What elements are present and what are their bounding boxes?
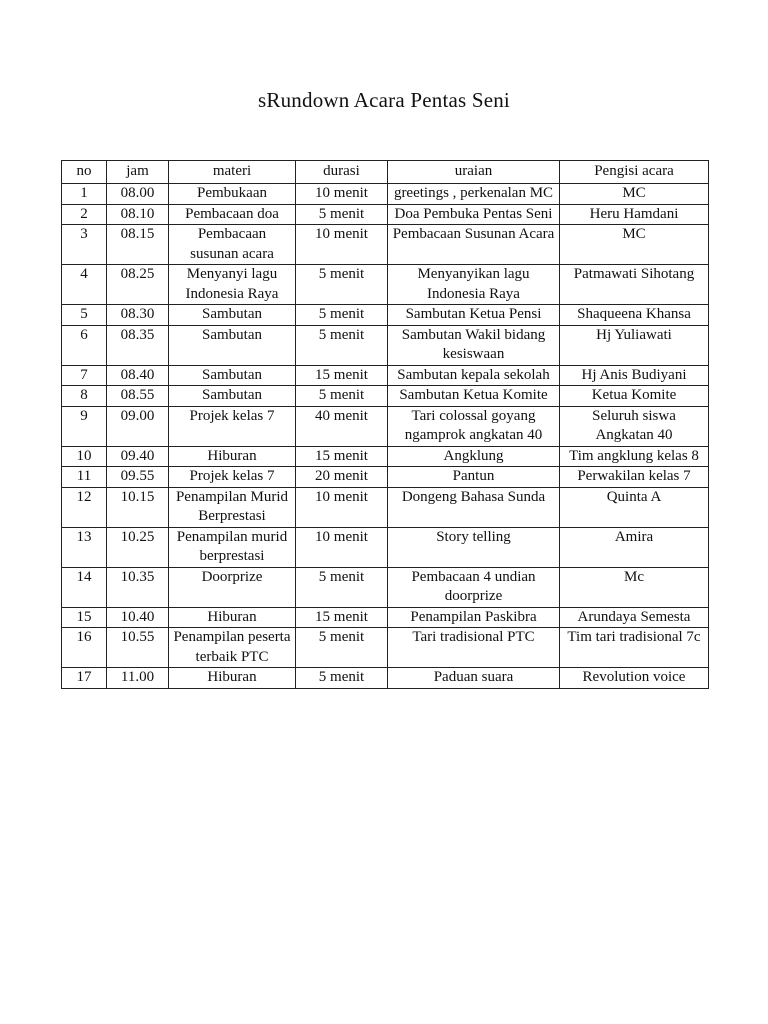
cell-uraian: Sambutan Ketua Pensi: [388, 305, 560, 326]
table-row: [62, 446, 709, 467]
cell-materi: Projek kelas 7: [169, 406, 296, 446]
cell-durasi: 5 menit: [296, 628, 388, 668]
cell-pengisi-acara: Seluruh siswa Angkatan 40: [560, 406, 709, 446]
header-pengisi-acara: Pengisi acara: [560, 161, 709, 184]
cell-no: 5: [62, 305, 107, 326]
cell-no: 1: [62, 184, 107, 205]
rundown-table: [61, 160, 709, 689]
cell-durasi: 10 menit: [296, 184, 388, 205]
cell-jam: 10.35: [107, 567, 169, 607]
cell-materi: Menyanyi lagu Indonesia Raya: [169, 265, 296, 305]
cell-materi: Penampilan murid berprestasi: [169, 527, 296, 567]
table-row: [62, 467, 709, 488]
cell-jam: 09.55: [107, 467, 169, 488]
cell-pengisi-acara: Tim angklung kelas 8: [560, 446, 709, 467]
cell-pengisi-acara: Tim tari tradisional 7c: [560, 628, 709, 668]
cell-pengisi-acara: Quinta A: [560, 487, 709, 527]
cell-durasi: 5 menit: [296, 204, 388, 225]
table-header-row: [62, 161, 709, 184]
cell-materi: Projek kelas 7: [169, 467, 296, 488]
cell-durasi: 40 menit: [296, 406, 388, 446]
cell-durasi: 15 menit: [296, 446, 388, 467]
header-materi: materi: [169, 161, 296, 184]
header-uraian: uraian: [388, 161, 560, 184]
cell-durasi: 15 menit: [296, 607, 388, 628]
cell-materi: Penampilan peserta terbaik PTC: [169, 628, 296, 668]
cell-pengisi-acara: Hj Yuliawati: [560, 325, 709, 365]
cell-materi: Sambutan: [169, 305, 296, 326]
cell-durasi: 5 menit: [296, 325, 388, 365]
table-row: [62, 365, 709, 386]
cell-jam: 09.40: [107, 446, 169, 467]
cell-jam: 08.10: [107, 204, 169, 225]
cell-no: 14: [62, 567, 107, 607]
cell-no: 8: [62, 386, 107, 407]
cell-no: 13: [62, 527, 107, 567]
cell-jam: 10.55: [107, 628, 169, 668]
cell-uraian: Sambutan Ketua Komite: [388, 386, 560, 407]
cell-materi: Pembacaan susunan acara: [169, 225, 296, 265]
cell-uraian: greetings , perkenalan MC: [388, 184, 560, 205]
table-row: [62, 607, 709, 628]
cell-no: 11: [62, 467, 107, 488]
cell-jam: 08.55: [107, 386, 169, 407]
cell-materi: Doorprize: [169, 567, 296, 607]
cell-materi: Penampilan Murid Berprestasi: [169, 487, 296, 527]
cell-durasi: 5 menit: [296, 668, 388, 689]
cell-uraian: Angklung: [388, 446, 560, 467]
cell-durasi: 10 menit: [296, 487, 388, 527]
cell-pengisi-acara: Arundaya Semesta: [560, 607, 709, 628]
cell-no: 2: [62, 204, 107, 225]
cell-uraian: Sambutan kepala sekolah: [388, 365, 560, 386]
table-row: [62, 386, 709, 407]
cell-no: 17: [62, 668, 107, 689]
cell-materi: Pembacaan doa: [169, 204, 296, 225]
cell-durasi: 5 menit: [296, 305, 388, 326]
table-body: [62, 184, 709, 689]
cell-jam: 10.40: [107, 607, 169, 628]
table-row: [62, 406, 709, 446]
cell-no: 10: [62, 446, 107, 467]
cell-no: 15: [62, 607, 107, 628]
cell-uraian: Penampilan Paskibra: [388, 607, 560, 628]
cell-materi: Sambutan: [169, 386, 296, 407]
cell-no: 7: [62, 365, 107, 386]
cell-pengisi-acara: Ketua Komite: [560, 386, 709, 407]
cell-durasi: 5 menit: [296, 265, 388, 305]
cell-pengisi-acara: Hj Anis Budiyani: [560, 365, 709, 386]
table-row: [62, 184, 709, 205]
table-row: [62, 567, 709, 607]
cell-pengisi-acara: MC: [560, 225, 709, 265]
cell-jam: 08.15: [107, 225, 169, 265]
cell-uraian: Pembacaan 4 undian doorprize: [388, 567, 560, 607]
cell-jam: 09.00: [107, 406, 169, 446]
cell-jam: 08.30: [107, 305, 169, 326]
table-row: [62, 325, 709, 365]
cell-uraian: Tari tradisional PTC: [388, 628, 560, 668]
cell-durasi: 10 menit: [296, 225, 388, 265]
cell-uraian: Story telling: [388, 527, 560, 567]
cell-pengisi-acara: Patmawati Sihotang: [560, 265, 709, 305]
cell-jam: 10.15: [107, 487, 169, 527]
cell-uraian: Pantun: [388, 467, 560, 488]
cell-uraian: Paduan suara: [388, 668, 560, 689]
cell-jam: 08.25: [107, 265, 169, 305]
cell-durasi: 20 menit: [296, 467, 388, 488]
cell-jam: 08.35: [107, 325, 169, 365]
cell-uraian: Tari colossal goyang ngamprok angkatan 40: [388, 406, 560, 446]
document-title: sRundown Acara Pentas Seni: [258, 88, 510, 112]
cell-jam: 08.40: [107, 365, 169, 386]
cell-jam: 11.00: [107, 668, 169, 689]
cell-uraian: Pembacaan Susunan Acara: [388, 225, 560, 265]
table-row: [62, 204, 709, 225]
cell-no: 4: [62, 265, 107, 305]
header-jam: jam: [107, 161, 169, 184]
cell-materi: Sambutan: [169, 325, 296, 365]
cell-no: 16: [62, 628, 107, 668]
cell-no: 9: [62, 406, 107, 446]
cell-uraian: Sambutan Wakil bidang kesiswaan: [388, 325, 560, 365]
cell-pengisi-acara: Heru Hamdani: [560, 204, 709, 225]
cell-no: 6: [62, 325, 107, 365]
table-row: [62, 265, 709, 305]
cell-pengisi-acara: Revolution voice: [560, 668, 709, 689]
table-row: [62, 305, 709, 326]
cell-jam: 10.25: [107, 527, 169, 567]
cell-pengisi-acara: Shaqueena Khansa: [560, 305, 709, 326]
cell-pengisi-acara: Mc: [560, 567, 709, 607]
table-row: [62, 527, 709, 567]
cell-uraian: Menyanyikan lagu Indonesia Raya: [388, 265, 560, 305]
cell-materi: Pembukaan: [169, 184, 296, 205]
cell-pengisi-acara: Perwakilan kelas 7: [560, 467, 709, 488]
cell-durasi: 10 menit: [296, 527, 388, 567]
cell-pengisi-acara: MC: [560, 184, 709, 205]
cell-materi: Sambutan: [169, 365, 296, 386]
cell-jam: 08.00: [107, 184, 169, 205]
cell-durasi: 5 menit: [296, 567, 388, 607]
cell-materi: Hiburan: [169, 668, 296, 689]
cell-no: 12: [62, 487, 107, 527]
header-durasi: durasi: [296, 161, 388, 184]
cell-materi: Hiburan: [169, 607, 296, 628]
cell-pengisi-acara: Amira: [560, 527, 709, 567]
table-row: [62, 225, 709, 265]
table-row: [62, 628, 709, 668]
header-no: no: [62, 161, 107, 184]
cell-no: 3: [62, 225, 107, 265]
cell-uraian: Doa Pembuka Pentas Seni: [388, 204, 560, 225]
table-row: [62, 668, 709, 689]
cell-materi: Hiburan: [169, 446, 296, 467]
cell-durasi: 15 menit: [296, 365, 388, 386]
cell-uraian: Dongeng Bahasa Sunda: [388, 487, 560, 527]
table-row: [62, 487, 709, 527]
cell-durasi: 5 menit: [296, 386, 388, 407]
